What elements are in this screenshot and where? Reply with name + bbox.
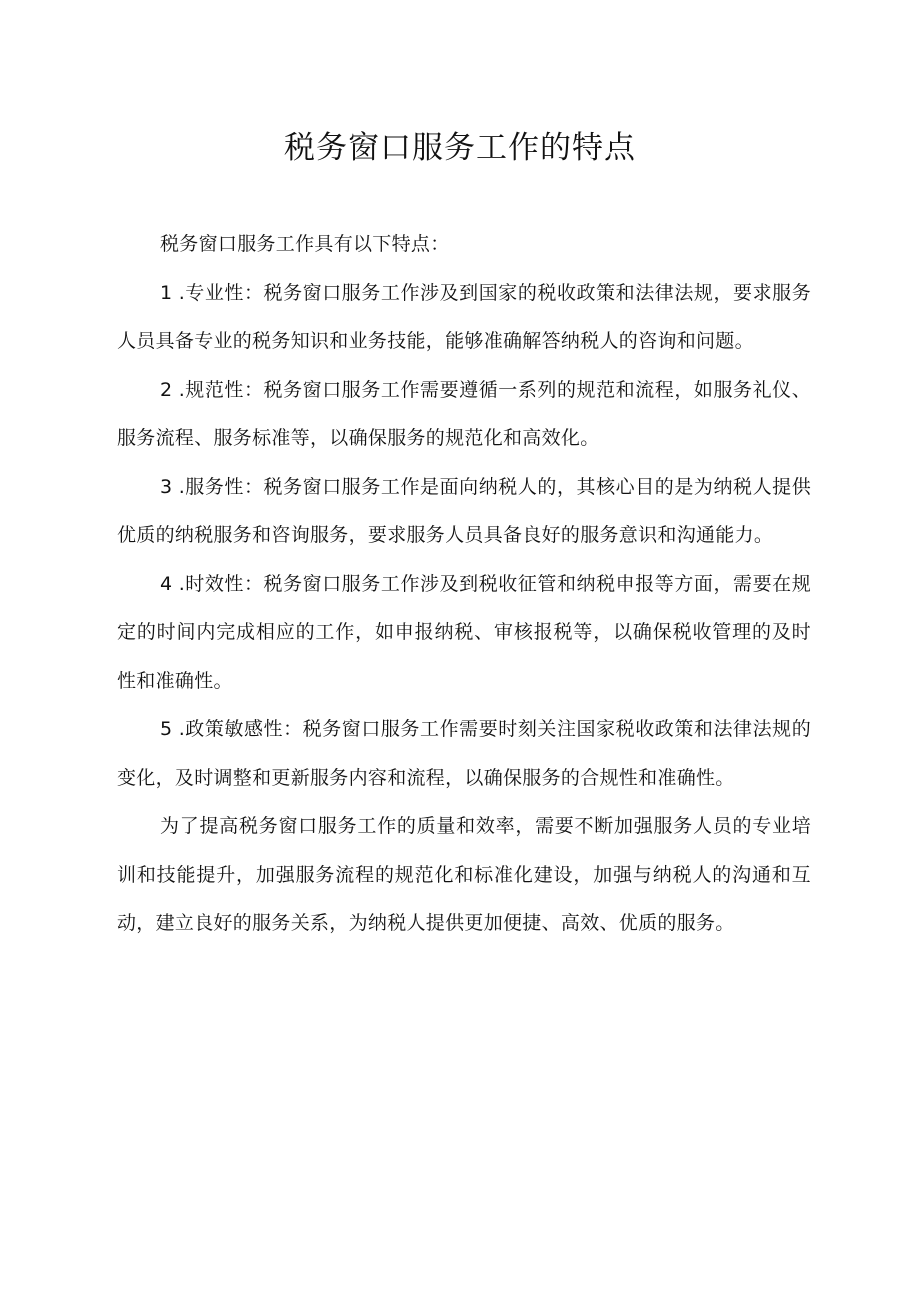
conclusion-paragraph: 为了提高税务窗口服务工作的质量和效率，需要不断加强服务人员的专业培训和技能提升，加强服务流程的规范化和标准化建设，加强与纳税人的沟通和互动，建立良好的服务关系，为纳税人提供更加便捷、高效、优质的服务。	[117, 815, 811, 934]
item-text: .专业性：税务窗口服务工作涉及到国家的税收政策和法律法规，要求服务人员具备专业的税务知识和业务技能，能够准确解答纳税人的咨询和问题。	[117, 281, 811, 352]
item-text: .服务性：税务窗口服务工作是面向纳税人的，其核心目的是为纳税人提供优质的纳税服务和咨询服务，要求服务人员具备良好的服务意识和沟通能力。	[117, 475, 811, 546]
item-text: .规范性：税务窗口服务工作需要遵循一系列的规范和流程，如服务礼仪、服务流程、服务标准等，以确保服务的规范化和高效化。	[117, 378, 811, 449]
item-number: 1	[160, 281, 173, 304]
item-paragraph-4	[117, 560, 811, 706]
item-number: 2	[160, 378, 173, 401]
item-number: 3	[160, 475, 173, 498]
item-paragraph-5	[117, 705, 811, 802]
item-paragraph-2	[117, 366, 811, 463]
intro-paragraph: 税务窗口服务工作具有以下特点：	[160, 233, 450, 255]
item-text: .政策敏感性：税务窗口服务工作需要时刻关注国家税收政策和法律法规的变化，及时调整和更新服务内容和流程，以确保服务的合规性和准确性。	[117, 718, 811, 789]
item-paragraph-3	[117, 463, 811, 560]
document-title: 税务窗口服务工作的特点	[284, 130, 636, 166]
item-number: 4	[160, 572, 173, 595]
item-number: 5	[160, 718, 173, 740]
item-text: .时效性：税务窗口服务工作涉及到税收征管和纳税申报等方面，需要在规定的时间内完成相应的工作，如申报纳税、审核报税等，以确保税收管理的及时性和准确性。	[117, 572, 811, 692]
item-paragraph-1	[117, 269, 811, 366]
document-body	[117, 220, 811, 948]
